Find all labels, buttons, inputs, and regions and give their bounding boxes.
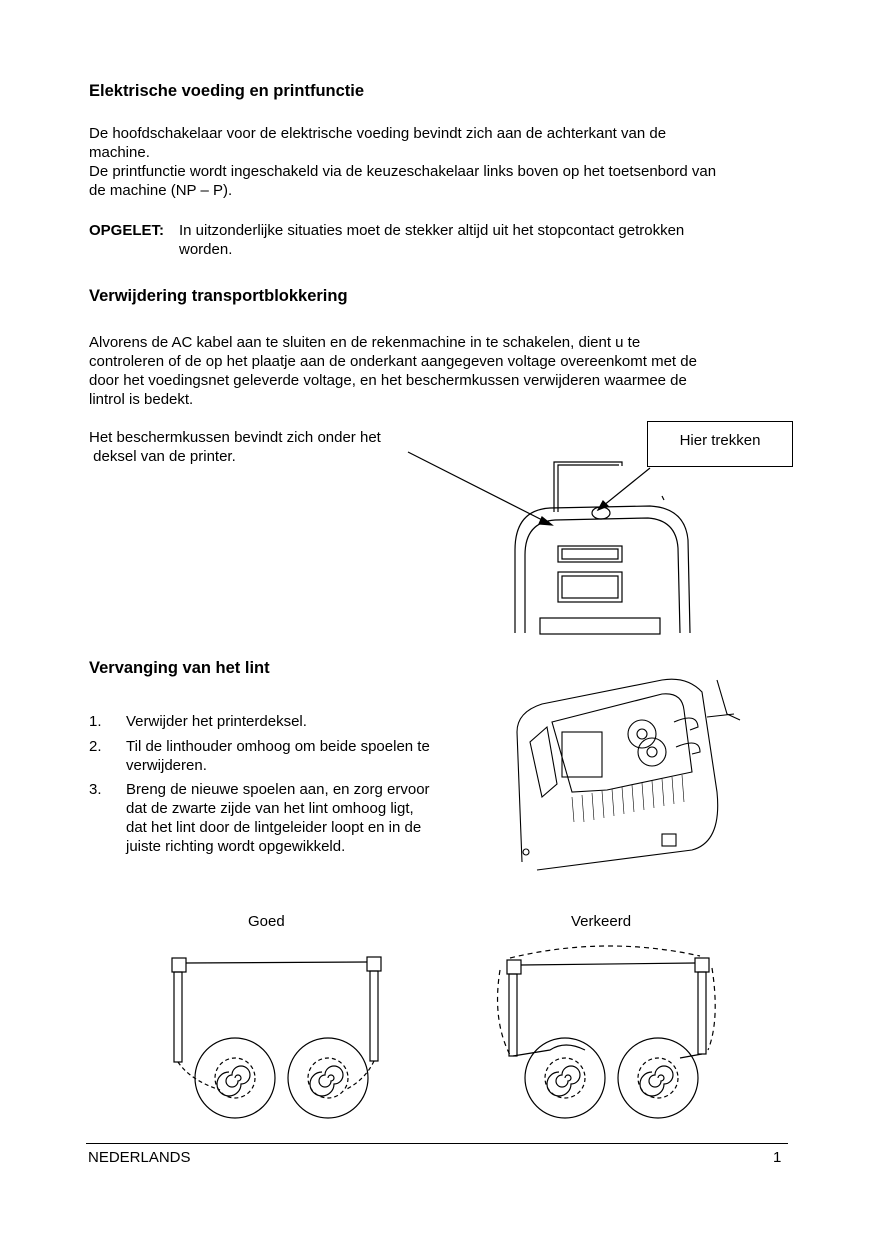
label-wrong: Verkeerd xyxy=(571,913,632,930)
step-text: dat het lint door de lintgeleider loopt en in de xyxy=(126,819,422,836)
warning-line-1: In uitzonderlijke situaties moet de stekker altijd uit het stopcontact getrokken xyxy=(179,222,685,239)
heading-transport-lock: Verwijdering transportblokkering xyxy=(89,287,348,305)
printer-top-illustration xyxy=(400,440,700,640)
step-number: 1. xyxy=(89,713,102,730)
step-text: verwijderen. xyxy=(126,757,207,774)
warning-line-2: worden. xyxy=(179,241,233,258)
step-text: dat de zwarte zijde van het lint omhoog ligt, xyxy=(126,800,414,817)
cushion-note-line-1: Het beschermkussen bevindt zich onder het xyxy=(89,429,381,446)
step-text: Verwijder het printerdeksel. xyxy=(126,713,307,730)
step-number: 3. xyxy=(89,781,102,798)
footer-page-number: 1 xyxy=(773,1149,782,1166)
warning-label: OPGELET: xyxy=(89,222,165,239)
wrong-ribbon-diagram xyxy=(490,940,730,1120)
power-para-line-3: De printfunctie wordt ingeschakeld via de keuzeschakelaar links boven op het toetsenbord van xyxy=(89,163,717,180)
transport-para-line-2: controleren of de op het plaatje aan de onderkant aangegeven voltage overeenkomt met de xyxy=(89,353,697,370)
label-good: Goed xyxy=(248,913,285,930)
power-para-line-4: de machine (NP – P). xyxy=(89,182,233,199)
step-text: juiste richting wordt opgewikkeld. xyxy=(126,838,346,855)
step-text: Til de linthouder omhoog om beide spoelen te xyxy=(126,738,430,755)
heading-ribbon-replace: Vervanging van het lint xyxy=(89,659,270,677)
power-para-line-1: De hoofdschakelaar voor de elektrische voeding bevindt zich aan de achterkant van de xyxy=(89,125,667,142)
transport-para-line-4: lintrol is bedekt. xyxy=(89,391,194,408)
transport-para-line-3: door het voedingsnet geleverde voltage, en het beschermkussen verwijderen waarmee de xyxy=(89,372,687,389)
ribbon-mechanism-illustration xyxy=(512,672,762,872)
good-ribbon-diagram xyxy=(160,950,400,1120)
transport-para-line-1: Alvorens de AC kabel aan te sluiten en de rekenmachine in te schakelen, dient u te xyxy=(89,334,641,351)
cushion-note-line-2: deksel van de printer. xyxy=(89,448,236,465)
footer-language: NEDERLANDS xyxy=(88,1149,191,1166)
step-number: 2. xyxy=(89,738,102,755)
power-para-line-2: machine. xyxy=(89,144,150,161)
step-text: Breng de nieuwe spoelen aan, en zorg ervoor xyxy=(126,781,430,798)
heading-power-print: Elektrische voeding en printfunctie xyxy=(89,82,365,100)
callout-label: Hier trekken xyxy=(679,432,761,449)
footer-divider xyxy=(86,1143,788,1144)
